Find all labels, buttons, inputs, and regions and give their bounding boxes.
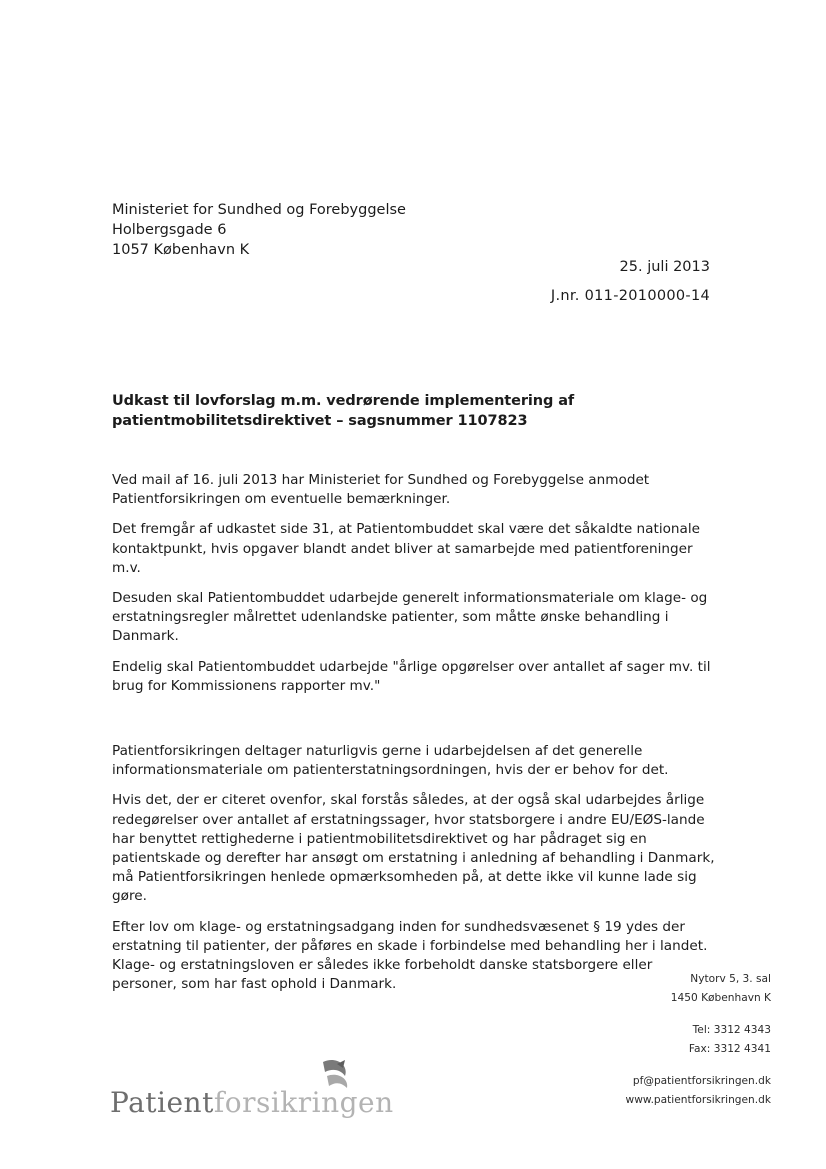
sender-address [626, 970, 771, 1008]
recipient-address [112, 200, 406, 260]
letter-body [112, 471, 718, 1005]
sender-phone [626, 1021, 771, 1059]
company-logo [110, 1058, 410, 1120]
recipient-street: Holbergsgade 6 [112, 222, 227, 238]
sender-street: Nytorv 5, 3. sal [690, 973, 771, 985]
letter-subject: Udkast til lovforslag m.m. vedrørende implementering af patientmobilitetsdirektivet – sagsnummer 1107823 [112, 393, 575, 429]
sender-online [626, 1072, 771, 1110]
sender-city: 1450 København K [670, 992, 771, 1004]
recipient-city: 1057 København K [112, 242, 250, 258]
logo-word-forsikringen: forsikringen [213, 1086, 394, 1119]
sender-contact [626, 970, 771, 1110]
paragraph: Patientforsikringen deltager naturligvis gerne i udarbejdelsen af det generelle informationsmateriale om patienterstatningsordningen, hvis der er behov for det. [112, 743, 669, 779]
logo-word-patient: Patient [110, 1086, 214, 1119]
email-link[interactable]: pf@patientforsikringen.dk [632, 1075, 771, 1087]
logo-wordmark [110, 1086, 394, 1119]
journal-number: J.nr. 011-2010000-14 [550, 288, 710, 304]
paragraph: Efter lov om klage- og erstatningsadgang inden for sundhedsvæsenet § 19 ydes der erstatning til patienter, der påføres en skade i forbindelse med behandling her i landet. Klage- og erstatningsloven er således ikke forbeholdt danske statsborgere eller personer, som har fast ophold i Danmark. [112, 918, 708, 993]
paragraph: Det fremgår af udkastet side 31, at Patientombuddet skal være det såkaldte nationale kontaktpunkt, hvis opgaver blandt andet bliver at samarbejde med patientforeninger m.v. [112, 521, 701, 576]
paragraph: Hvis det, der er citeret ovenfor, skal forstås således, at der også skal udarbejdes årlige redegørelser over antallet af erstatningssager, hvor statsborgere i andre EU/EØS-lande har benyttet rettighederne i patientmobilitetsdirektivet og har pådraget sig en patientskade og derefter har ansøgt om erstatning i anledning af behandling i Danmark, må Patientforsikringen henlede opmærksomheden på, at dette ikke vil kunne lade sig gøre. [112, 792, 715, 905]
recipient-name: Ministeriet for Sundhed og Forebyggelse [112, 202, 406, 218]
paragraph: Desuden skal Patientombuddet udarbejde generelt informationsmateriale om klage- og erstatningsregler målrettet udenlandske patienter, som måtte ønske behandling i Danmark. [112, 590, 708, 645]
letter-date: 25. juli 2013 [619, 259, 710, 275]
website-link[interactable]: www.patientforsikringen.dk [625, 1094, 771, 1106]
paragraph: Endelig skal Patientombuddet udarbejde "årlige opgørelser over antallet af sager mv. til brug for Kommissionens rapporter mv." [112, 658, 711, 694]
fax: Fax: 3312 4341 [688, 1043, 771, 1055]
paragraph: Ved mail af 16. juli 2013 har Ministeriet for Sundhed og Forebyggelse anmodet Patientforsikringen om eventuelle bemærkninger. [112, 472, 650, 508]
telephone: Tel: 3312 4343 [692, 1024, 771, 1036]
